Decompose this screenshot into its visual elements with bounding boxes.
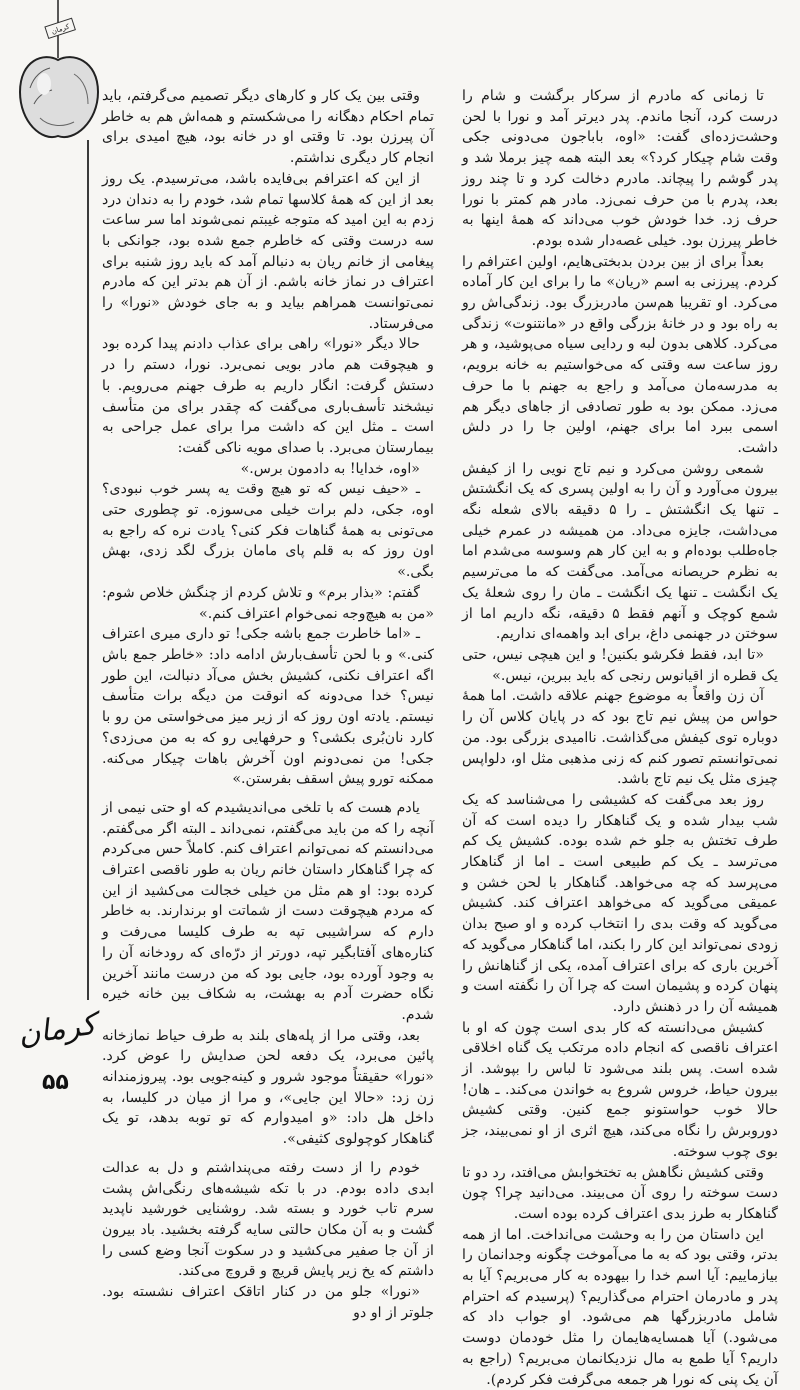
paragraph: بعداً برای از بین بردن بدبختی‌هایم، اولین اعترافم را کردم. پیرزنی به اسم «ریان» ما را برای این کار آماده می‌کرد. او تقریبا هم‌سن مادربزرگ بود. زندگی‌اش رو به راه بود و در خانهٔ بزرگی واقع در «مانتنوت» زندگی می‌کرد. کلاهی بدون لبه و ردایی سیاه می‌پوشید، و هر روز ساعت سه وقتی که می‌خواستیم به خانه برویم، به مدرسه‌مان می‌آمد و راجع به جهنم با ما حرف می‌زد. ممکن بود به طور تصادفی از جاهای دیگر هم اسمی ببرد اما برای جهنم، اولین جا را در دلش داشت.	[462, 253, 778, 456]
paragraph: وقتی کشیش نگاهش به تختخوابش می‌افتد، رد دو تا دست سوخته را روی آن می‌بیند. می‌دانید چرا؟ چون گناهکار به طرز بدی اعتراف کرده بوده است.	[462, 1164, 778, 1222]
paragraph: خودم را از دست رفته می‌پنداشتم و دل به عدالت ابدی داده بودم. در با تکه شیشه‌های رنگی‌اش پشت سرم تاب خورد و بسته شد. روشنایی خورشید ناپدید گشت و به آن مکان حالتی سایه گرفته بخشید. باد بیرون از آن جا صفیر می‌کشید و در سکوت آنجا وضع کسی را داشتم که یخ زیر پایش قریچ و قروچ می‌کند.	[102, 1159, 434, 1280]
paragraph: «اوه، خدایا! به دادمون برس.»	[240, 460, 420, 477]
page-number: ۵۵	[42, 1070, 69, 1095]
column-rule	[87, 140, 89, 1000]
paragraph: روز بعد می‌گفت که کشیشی را می‌شناسد که یک شب بیدار شده و یک گناهکار را دیده است که آن طرف تختش به جلو خم شده بوده. کشیش یک کم می‌ترسد ـ یک کم طبیعی است ـ اما از گناهکار می‌پرسد که چه می‌خواهد. گناهکار با لحن خشن و عمیقی می‌گوید که می‌خواهد اعتراف کند. کشیش می‌گوید که وقت بدی را انتخاب کرده و او صبح بدان زودی نمی‌تواند این کار را بکند، اما گناهکار می‌گوید که آخرین باری که برای اعتراف آمده، یکی از گناهانش را پنهان کرده و پشیمان است که چرا آن را نگفته است و همیشه آن را در ذهنش دارد.	[462, 791, 778, 1015]
paragraph: تا زمانی که مادرم از سرکار برگشت و شام را درست کرد، آنجا ماندم. پدر دیرتر آمد و نورا با لحن وحشت‌زده‌ای گفت: «اوه، بابا‌جون می‌دونی جکی وقت شام چیکار کرد؟» بعد البته همه چیز برملا شد و پدر گوشم را پیچاند. مادرم دخالت کرد و تا چند روز بعد، پدرم با من حرف نمی‌زد. مادر هم کمتر با نورا حرف زد. خدا خودش خوب می‌داند که همهٔ اینها به خاطر پیرزن بود. خیلی غصه‌دار شده بودم.	[462, 88, 778, 249]
magazine-logo: کرمان	[15, 1006, 99, 1053]
paragraph: گفتم: «بذار برم» و تلاش کردم از چنگش خلاص شوم: «من به هیچ‌وجه نمی‌خوام اعتراف کنم.»	[102, 584, 434, 622]
paragraph: ـ «اما خاطرت جمع باشه جکی! تو داری میری اعتراف کنی.» و با لحن تأسف‌بارش ادامه داد: «خاطر جمع باش اگه اعتراف نکنی، کشیش بخش می‌آد دنبالت، این طور نیس؟ خدا می‌دونه که انوقت من دیگه برات متأسف نیستم. یادته اون روز که از زیر میز می‌خواستی من رو با کارد نان‌بُری بکشی؟ و حرفهایی رو که به من می‌زدی؟ جکی! من نمی‌دونم اون آخرش باهات چیکار می‌کنه. ممکنه تورو پیش اسقف بفرستن.»	[102, 626, 434, 788]
paragraph: از این که اعترافم بی‌فایده باشد، می‌ترسیدم. یک روز بعد از این که همهٔ کلاسها تمام شد، خودم را به دندان درد زدم به این امید که متوجه غیبتم نمی‌شوند اما سر ساعت سه درست وقتی که خاطرم جمع شده بود، جوانکی با پیغامی از خانم ریان به دنبالم آمد که باید روز شنبه برای اعتراف در نماز خانه باشم. از آن هم بدتر این که مادرم نمی‌توانست همراهم بیاید و به جای خودش «نورا» را می‌فرستاد.	[102, 170, 434, 332]
paragraph: «تا ابد، فقط فکرشو بکنین! و این هیچی نیس، حتی یک قطره از اقیانوس رنجی که باید ببرین، نیس.»	[462, 646, 778, 684]
paragraph: وقتی بین یک کار و کارهای دیگر تصمیم می‌گرفتم، باید تمام احکام دهگانه را می‌شکستم و همه‌اش هم به خاطر آن پیرزن بود. تا وقتی او در خانه بود، هیچ امیدی برای انجام کار دیگری نداشتم.	[102, 88, 434, 167]
paragraph: «نورا» جلو من در کنار اتاقک اعتراف نشسته بود. جلوتر از او دو	[102, 1284, 434, 1321]
paragraph: ـ «حیف نیس که تو هیچ وقت یه پسر خوب نبودی؟ اوه، جکی، دلم برات خیلی می‌سوزه. تو چطوری حتی می‌تونی به همهٔ گناهات فکر کنی؟ یادت نره که راجع به اون روز که به قلم پای مامان بزرگ لگد زدی، بهش بگی.»	[102, 481, 434, 581]
paragraph: شمعی روشن می‌کرد و نیم تاج نویی را از کیفش بیرون می‌آورد و آن را به اولین پسری که یک انگشتش ـ تنها یک انگشتش ـ را ۵ دقیقه بالای شعله نگه می‌داشت، جایزه می‌داد. من همیشه در عمرم خیلی جاه‌طلب بوده‌ام و به این کار هم وسوسه می‌شدم اما به نظرم حریصانه می‌آمد. می‌گفت که ما می‌ترسیم یک انگشت ـ تنها یک انگشت ـ مان را روی شعلهٔ یک شمع کوچک و آنهم فقط ۵ دقیقه، نگه داریم اما از سوختن در جهنمی داغ، برای ابد واهمه‌ای نداریم.	[462, 460, 778, 643]
paragraph: این داستان من را به وحشت می‌انداخت. اما از همه بدتر، وقتی بود که به ما می‌آموخت چگونه وجدانمان را بیازماییم: آیا اسم خدا را بیهوده به کار می‌بریم؟ آیا به پدر و مادرمان احترام می‌گذاریم؟ (پرسیدم که احترام شامل مادربزرگها هم می‌شود. او جواب داد که می‌شود.) آیا همسایه‌هایمان را مثل خودمان دوست داریم؟ آیا طمع به مال نزدیکانمان می‌بریم؟ (راجع به آن یک پنی که نورا هر جمعه می‌گرفت فکر کردم).	[462, 1226, 778, 1388]
apple-icon	[14, 0, 104, 160]
apple-tag-text: کرمان	[50, 22, 71, 36]
paragraph: بعد، وقتی مرا از پله‌های بلند به طرف حیاط نمازخانه پائین می‌برد، یک دفعه لحن صدایش را عوض کرد. «نورا» حقیقتاً موجود شرور و کینه‌جویی بود. پیروزمندانه زن زد: «حالا این جایی»، و مرا از میان در کلیسا، به داخل هل داد: «و امیدوارم که تو توبه بدهد، تو یک گناهکار کوچولوی کثیفی».	[102, 1027, 434, 1148]
paragraph: کشیش می‌دانسته که کار بدی است چون که او با اعتراف ناقصی که انجام داده مرتکب یک گناه اخلاقی شده است. پس بلند می‌شود تا لباس را بپوشد. از بیرون حیاط، خروس شروع به خواندن می‌کند. ـ هان! حالا خوب حواستونو جمع کنین. وقتی کشیش دوروبرش را نگاه می‌کند، هیچ اثری از او نمی‌بیند، جز بوی چوب سوخته.	[462, 1019, 778, 1160]
paragraph: حالا دیگر «نورا» راهی برای عذاب دادنم پیدا کرده بود و هیچوقت هم مادر بویی نمی‌برد. نورا، دستم را در دستش گرفت: انگار داریم به طرف جهنم می‌رویم. با نیشخند تأسف‌باری می‌گفت که چقدر برای من متأسف است ـ مثل این که داشت مرا برای عمل جراحی به بیمارستان می‌برد. با صدای مویه ناکی گفت:	[102, 336, 434, 456]
paragraph: یادم هست که با تلخی می‌اندیشیدم که او حتی نیمی از آنچه را که من باید می‌گفتم، نمی‌داند ـ البته اگر می‌گفتم. می‌دانستم که نمی‌توانم اعتراف کنم. کاملاً حس می‌کردم که چرا گناهکار داستان خانم ریان به طور ناقصی اعتراف کرده بود: او هم مثل من خیلی خجالت می‌کشید از این که مردم هیچوقت دست از شماتت او برندارند. به خاطر دارم که سراشیبی تپه به طرف کلیسا می‌رفت و کناره‌های آفتابگیر تپه، دورتر از درّه‌ای که رودخانه آن را به وجود آورده بود، جایی بود که من درست مانند آخرین نگاه حضرت آدم به بهشت، به شکاف بین خانه خیره شدم.	[102, 799, 434, 1023]
article-column-right	[462, 86, 778, 1388]
article-column-left	[102, 86, 434, 1321]
apple-tag	[45, 18, 75, 38]
paragraph: آن زن واقعاً به موضوع جهنم علاقه داشت. اما همهٔ حواس من پیش نیم تاج بود که در پایان کلاس آن را دوباره توی کیفش می‌گذاشت. ناامیدی بزرگی بود. من نمی‌توانستم تصور کنم که زنی مذهبی مثل او، دلواپس چیزی مثل یک نیم تاج باشد.	[462, 688, 778, 788]
